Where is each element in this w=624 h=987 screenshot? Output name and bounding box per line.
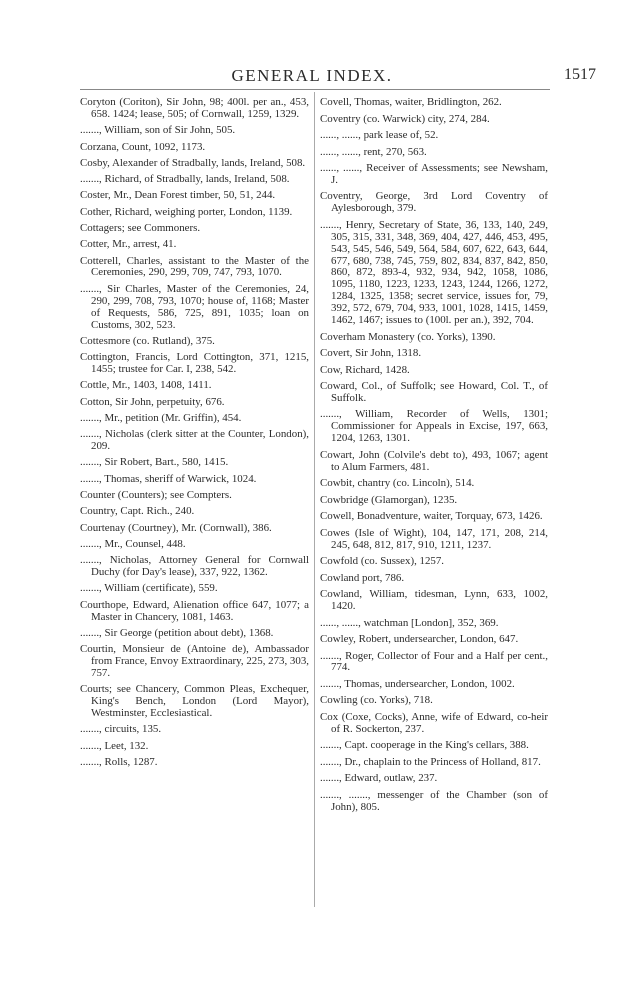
- index-entry: ......., William (certificate), 559.: [80, 582, 218, 595]
- index-entry: Courtin, Monsieur de (Antoine de), Ambassador from France, Envoy Extraordinary, 225, 273, 303, 757.: [80, 643, 309, 679]
- index-entry: ......, ......, Receiver of Assessments; see Newsham, J.: [320, 162, 548, 186]
- index-entry: ......., Rolls, 1287.: [80, 755, 158, 768]
- index-entry: ......., William, son of Sir John, 505.: [80, 124, 236, 137]
- index-entry: ......., Mr., Counsel, 448.: [80, 537, 186, 550]
- index-entry: ......., Richard, of Stradbally, lands, Ireland, 508.: [80, 173, 290, 186]
- index-entry: ......., William, Recorder of Wells, 1301; Commissioner for Appeals in Excise, 197, 663, 1204, 1263, 1301.: [320, 408, 548, 445]
- page-number: 1517: [564, 66, 596, 83]
- index-entry: Courtenay (Courtney), Mr. (Cornwall), 386.: [80, 521, 272, 534]
- index-entry: Cowland port, 786.: [320, 571, 405, 584]
- index-entry: Country, Capt. Rich., 240.: [80, 505, 195, 518]
- index-entry: Cowland, William, tidesman, Lynn, 633, 1002, 1420.: [320, 588, 548, 612]
- index-entry: Coventry (co. Warwick) city, 274, 284.: [320, 112, 490, 125]
- index-entry: Courthope, Edward, Alienation office 647, 1077; a Master in Chancery, 1081, 1463.: [80, 598, 309, 623]
- index-entry: ......., Roger, Collector of Four and a Half per cent., 774.: [320, 649, 548, 674]
- index-entry: Cow, Richard, 1428.: [320, 363, 410, 376]
- index-entry: ......., Sir Charles, Master of the Ceremonies, 24, 290, 299, 708, 793, 1070; house of, 1168; Master of Requests, 586, 725, 891, 1035; loan on Customs, 302, 523.: [80, 282, 309, 331]
- index-entry: ......., Leet, 132.: [80, 739, 149, 752]
- index-entry: Cox (Coxe, Cocks), Anne, wife of Edward, co-heir of R. Sockerton, 237.: [320, 710, 548, 735]
- index-entry: Coster, Mr., Dean Forest timber, 50, 51, 244.: [80, 189, 276, 202]
- header-rule: [80, 89, 550, 90]
- index-entry: Cowfold (co. Sussex), 1257.: [320, 555, 445, 568]
- index-entry: Cowell, Bonadventure, waiter, Torquay, 673, 1426.: [320, 510, 543, 523]
- index-entry: ......., Thomas, undersearcher, London, 1002.: [320, 677, 515, 690]
- index-entry: ......, ......, rent, 270, 563.: [320, 145, 427, 158]
- index-entry: Cottington, Francis, Lord Cottington, 371, 1215, 1455; trustee for Car. I, 238, 542.: [80, 351, 309, 375]
- index-entry: Cotter, Mr., arrest, 41.: [80, 238, 177, 251]
- index-entry: ......., Capt. cooperage in the King's cellars, 388.: [320, 739, 529, 752]
- index-entry: Coverham Monastery (co. Yorks), 1390.: [320, 330, 496, 343]
- index-column-left: [80, 97, 309, 773]
- index-entry: ......., Nicholas (clerk sitter at the Counter, London), 209.: [80, 428, 309, 453]
- index-entry: Cottesmore (co. Rutland), 375.: [80, 334, 215, 347]
- index-entry: Coryton (Coriton), Sir John, 98; 400l. per an., 453, 658. 1424; lease, 505; of Cornwall, 1259, 1329.: [80, 96, 309, 120]
- index-entry: ......., Edward, outlaw, 237.: [320, 772, 438, 785]
- index-entry: ......., Sir Robert, Bart., 580, 1415.: [80, 456, 229, 469]
- page-header: [0, 66, 624, 88]
- index-entry: ......, ......, watchman [London], 352, 369.: [320, 616, 499, 629]
- index-entry: Counter (Counters); see Compters.: [80, 488, 232, 501]
- index-entry: Cother, Richard, weighing porter, London, 1139.: [80, 205, 293, 218]
- index-entry: Courts; see Chancery, Common Pleas, Exchequer, King's Bench, London (Lord Mayor), Westminster, Ecclesiastical.: [80, 683, 309, 720]
- index-entry: Cotton, Sir John, perpetuity, 676.: [80, 395, 225, 408]
- page-title: GENERAL INDEX.: [231, 66, 393, 85]
- index-entry: ......., Henry, Secretary of State, 36, 133, 140, 249, 305, 315, 331, 348, 369, 404, 427, 446, 453, 495, 543, 545, 546, 549, 564, 584, 607, 622, 643, 644, 677, 680, 738, 745, 759, 802, 834, 837, 842, 850, 860, 872, 893-4, 932, 934, 942, 1058, 1086, 1095, 1180, 1223, 1233, 1243, 1244, 1266, 1272, 1284, 1325, 1358; secret service, issues for, 79, 392, 572, 679, 704, 933, 1001, 1028, 1415, 1459, 1462, 1467; issues to (100l. per an.), 392, 704.: [320, 218, 548, 327]
- index-entry: ......., Nicholas, Attorney General for Cornwall Duchy (for Day's lease), 337, 922, 1362.: [80, 554, 309, 579]
- index-entry: Cottagers; see Commoners.: [80, 221, 201, 234]
- index-entry: Coward, Col., of Suffolk; see Howard, Col. T., of Suffolk.: [320, 380, 548, 404]
- index-entry: Cowbridge (Glamorgan), 1235.: [320, 493, 458, 506]
- index-entry: Cotterell, Charles, assistant to the Master of the Ceremonies, 290, 299, 709, 747, 793, 1070.: [80, 254, 309, 279]
- index-entry: Corzana, Count, 1092, 1173.: [80, 140, 206, 153]
- index-entry: Cosby, Alexander of Stradbally, lands, Ireland, 508.: [80, 156, 306, 169]
- index-entry: Cowley, Robert, undersearcher, London, 647.: [320, 633, 519, 645]
- index-entry: ......., ......., messenger of the Chamber (son of John), 805.: [320, 788, 548, 813]
- index-entry: ......, ......, park lease of, 52.: [320, 129, 439, 141]
- index-entry: Cowart, John (Colvile's debt to), 493, 1067; agent to Alum Farmers, 481.: [320, 448, 548, 473]
- index-entry: ......., Dr., chaplain to the Princess of Holland, 817.: [320, 755, 541, 768]
- index-entry: ......., Thomas, sheriff of Warwick, 1024.: [80, 472, 257, 485]
- index-entry: Cowbit, chantry (co. Lincoln), 514.: [320, 477, 475, 490]
- column-separator: [314, 92, 315, 907]
- index-entry: ......., Mr., petition (Mr. Griffin), 454.: [80, 411, 242, 424]
- index-entry: Cowling (co. Yorks), 718.: [320, 694, 433, 707]
- index-entry: Coventry, George, 3rd Lord Coventry of Aylesborough, 379.: [320, 190, 548, 215]
- index-entry: ......., circuits, 135.: [80, 723, 162, 736]
- index-entry: Cowes (Isle of Wight), 104, 147, 171, 208, 214, 245, 648, 812, 817, 910, 1211, 1237.: [320, 526, 548, 551]
- index-entry: Covert, Sir John, 1318.: [320, 347, 422, 360]
- index-entry: Cottle, Mr., 1403, 1408, 1411.: [80, 379, 212, 392]
- index-column-right: [320, 97, 548, 818]
- index-entry: ......., Sir George (petition about debt), 1368.: [80, 626, 274, 639]
- index-entry: Covell, Thomas, waiter, Bridlington, 262.: [320, 96, 502, 108]
